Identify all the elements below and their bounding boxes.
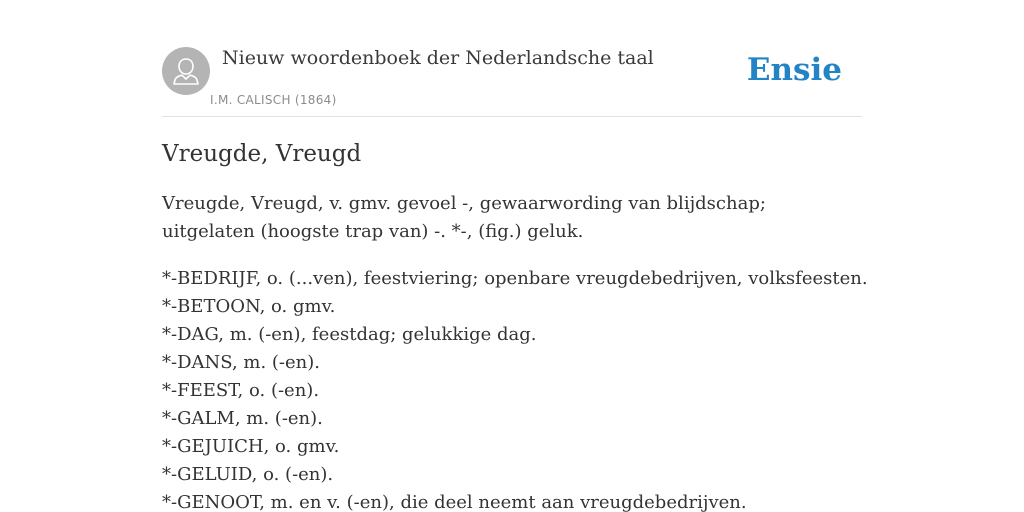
entry-title: Vreugde, Vreugd bbox=[162, 141, 362, 167]
derivative-item: *-GALM, m. (-en). bbox=[162, 408, 323, 429]
derivatives-list bbox=[162, 265, 868, 512]
book-header bbox=[162, 46, 862, 117]
derivative-item: *-GEJUICH, o. gmv. bbox=[162, 436, 340, 457]
derivative-item: *-GENOOT, m. en v. (-en), die deel neemt aan vreugdebedrijven. bbox=[162, 492, 747, 512]
derivative-item: *-BETOON, o. gmv. bbox=[162, 296, 336, 317]
book-title-link[interactable]: Nieuw woordenboek der Nederlandsche taal bbox=[222, 47, 654, 69]
derivative-item: *-GELUID, o. (-en). bbox=[162, 464, 334, 485]
derivative-item: *-FEEST, o. (-en). bbox=[162, 380, 320, 401]
author-avatar[interactable] bbox=[162, 47, 210, 95]
author-link[interactable]: I.M. CALISCH (1864) bbox=[210, 93, 337, 107]
derivative-item: *-DANS, m. (-en). bbox=[162, 352, 321, 373]
entry-definition: Vreugde, Vreugd, v. gmv. gevoel -, gewaarwording van blijdschap; uitgelaten (hoogste trap van) -. *-, (fig.) geluk. bbox=[162, 193, 766, 242]
derivative-item: *-DAG, m. (-en), feestdag; gelukkige dag. bbox=[162, 324, 537, 345]
entry-content bbox=[162, 138, 868, 512]
ensie-logo-link[interactable]: Ensie bbox=[746, 52, 842, 88]
user-silhouette-icon bbox=[162, 47, 210, 95]
derivative-item: *-BEDRIJF, o. (...ven), feestviering; openbare vreugdebedrijven, volksfeesten. bbox=[162, 268, 868, 289]
